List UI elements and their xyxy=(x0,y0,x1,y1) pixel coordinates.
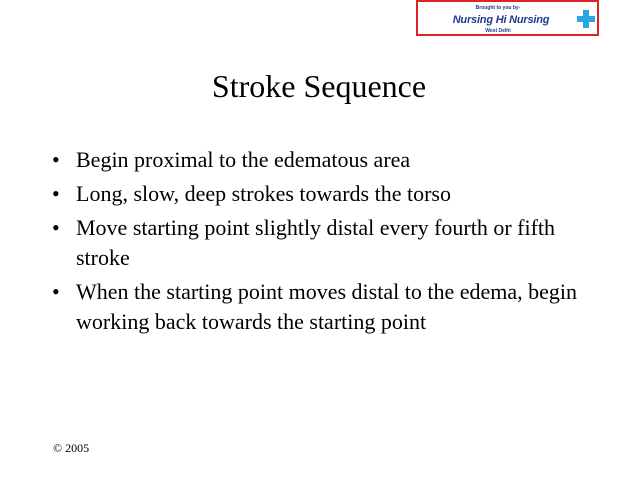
bullet-text: Move starting point slightly distal every fourth or fifth stroke xyxy=(76,215,556,270)
plus-cross-icon xyxy=(577,10,595,28)
bullet-item xyxy=(52,145,582,175)
bullet-list xyxy=(52,145,582,341)
bullet-marker: • xyxy=(52,279,60,304)
bullet-text: Long, slow, deep strokes towards the torso xyxy=(76,181,451,206)
bullet-text: When the starting point moves distal to the edema, begin working back towards the starting point xyxy=(76,279,577,334)
bullet-item xyxy=(52,213,582,273)
logo-brand: Nursing Hi Nursing xyxy=(452,14,550,26)
bullet-marker: • xyxy=(52,215,60,240)
bullet-marker: • xyxy=(52,147,60,172)
bullet-item xyxy=(52,277,582,337)
bullet-text: Begin proximal to the edematous area xyxy=(76,147,411,172)
logo-place: West Delhi xyxy=(485,28,511,34)
bullet-item xyxy=(52,179,582,209)
copyright-footer: © 2005 xyxy=(53,441,90,455)
logo-badge xyxy=(416,0,599,36)
slide-title: Stroke Sequence xyxy=(211,68,427,104)
bullet-marker: • xyxy=(52,181,60,206)
logo-tagline: Brought to you by- xyxy=(475,5,521,11)
